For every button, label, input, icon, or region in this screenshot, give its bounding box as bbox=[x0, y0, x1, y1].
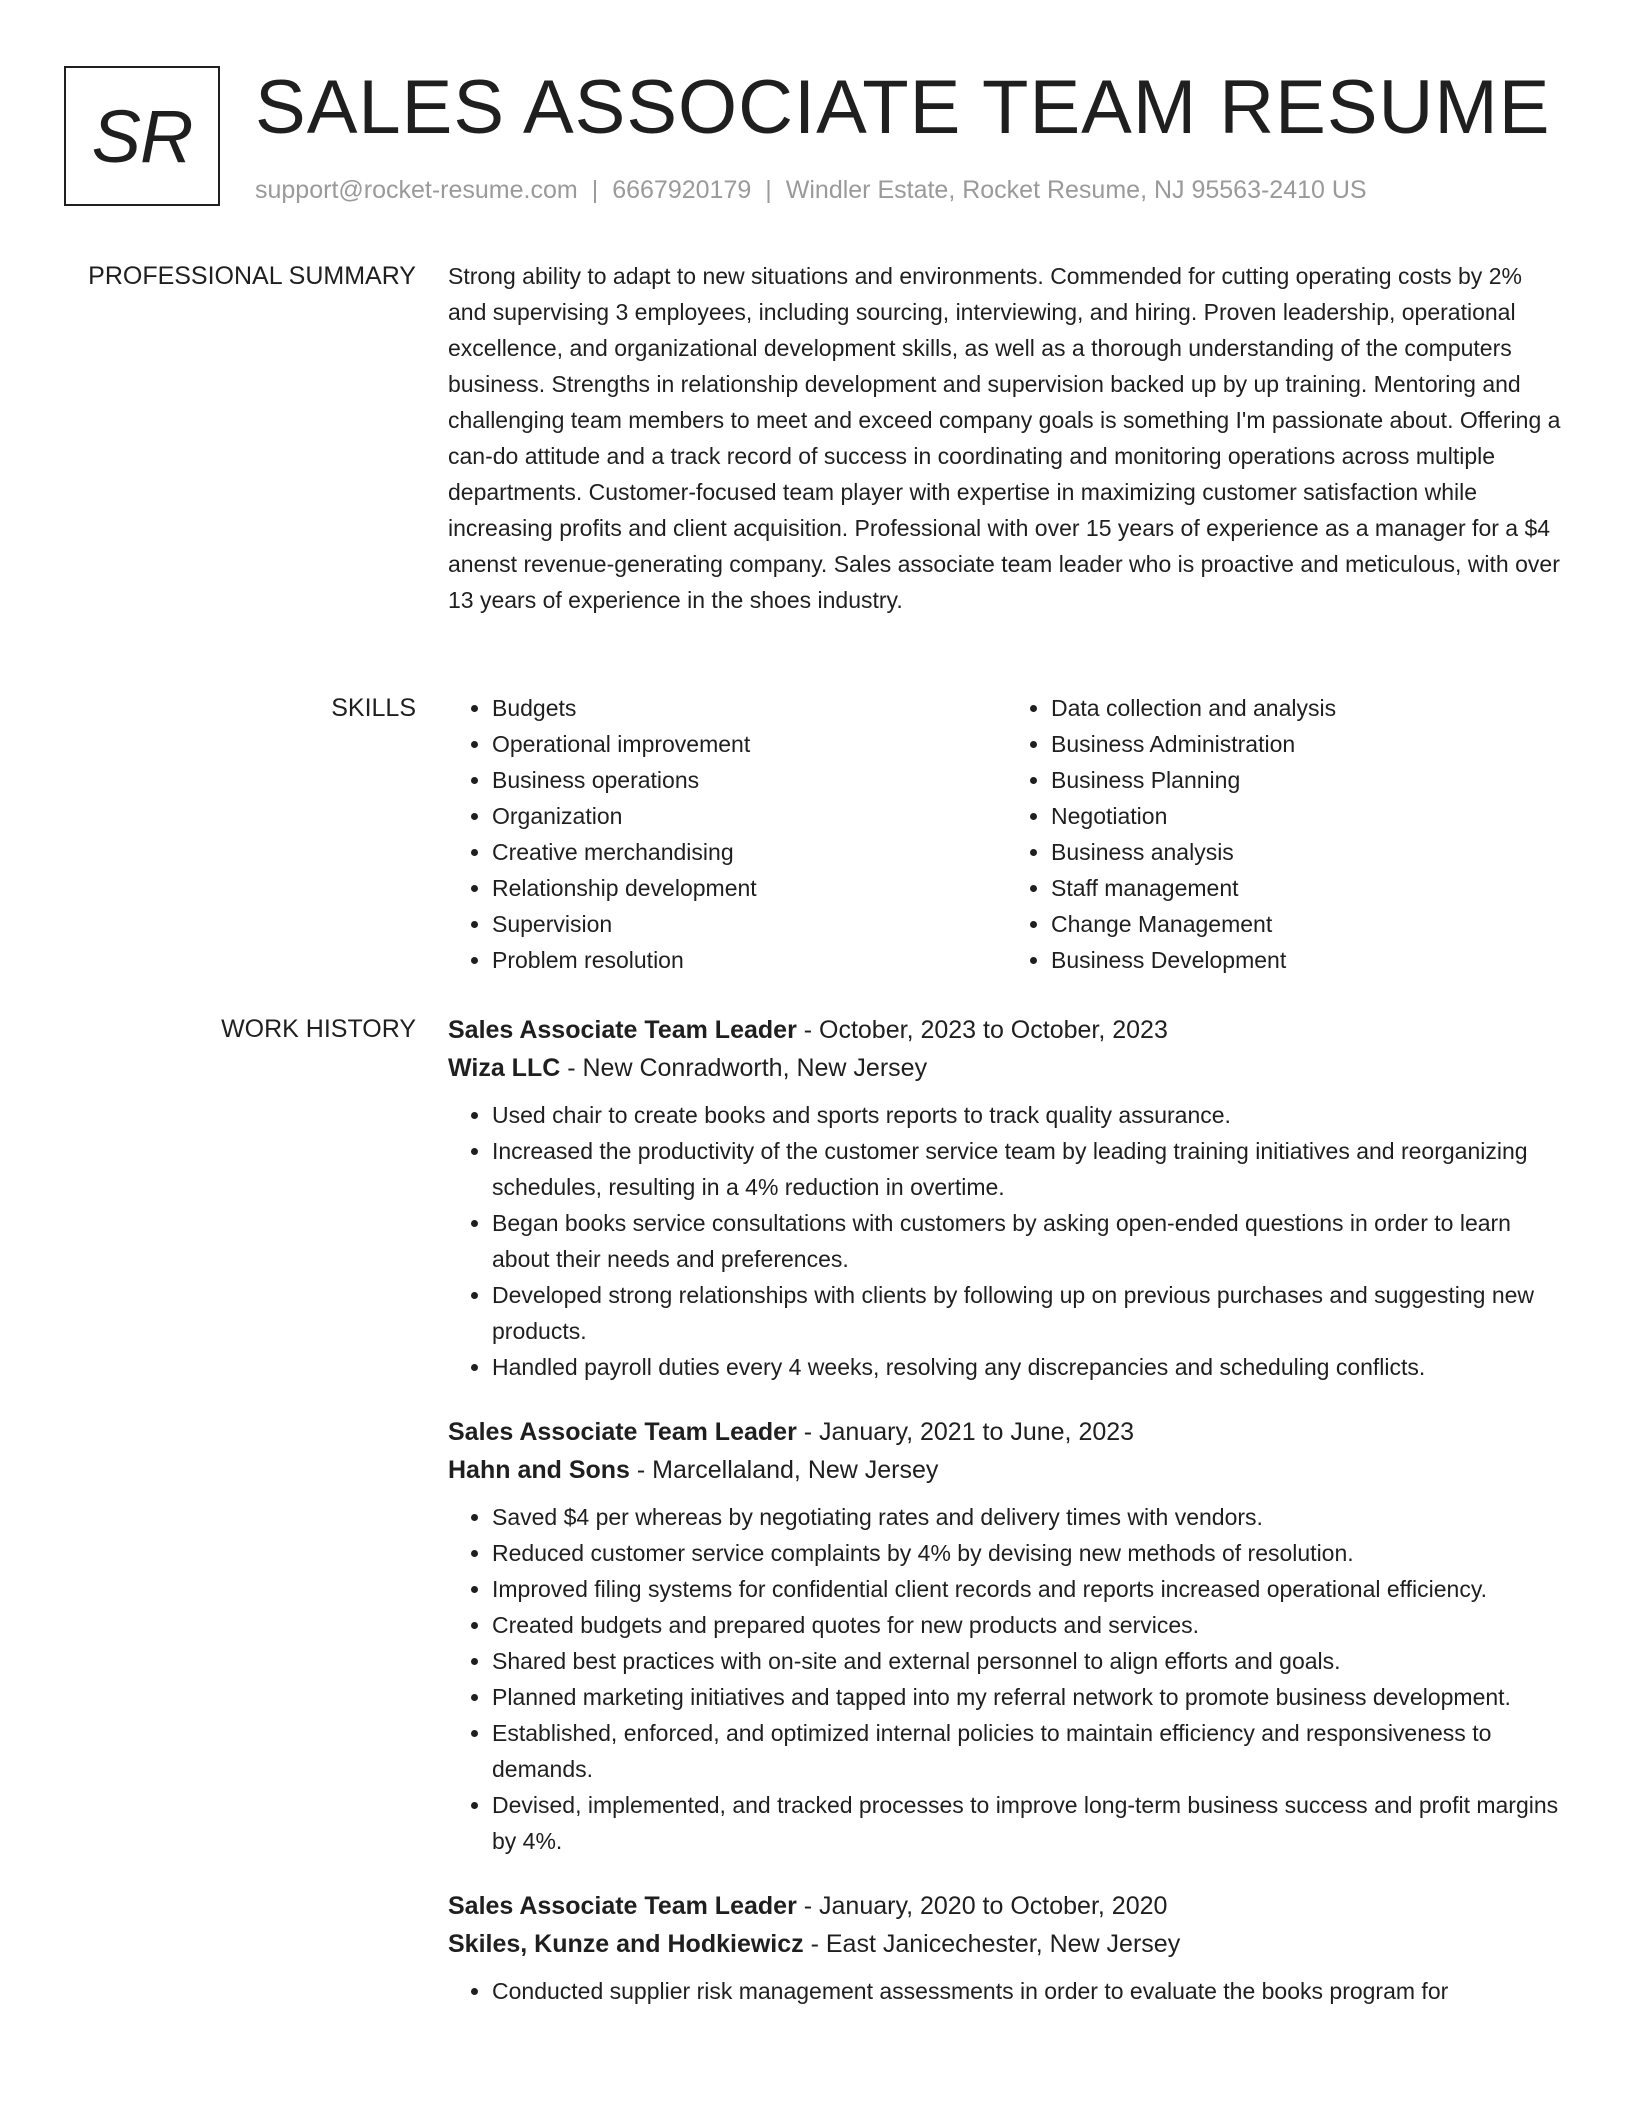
job-title-line bbox=[448, 1887, 1566, 1925]
job-title: Sales Associate Team Leader bbox=[448, 1892, 797, 1920]
job-location: - East Janicechester, New Jersey bbox=[803, 1930, 1181, 1958]
skill-item: • Problem resolution bbox=[492, 942, 1007, 978]
skill-item: • Creative merchandising bbox=[492, 834, 1007, 870]
skills-list-right bbox=[1007, 690, 1566, 978]
skill-item: • Organization bbox=[492, 798, 1007, 834]
monogram-badge: SR bbox=[64, 66, 220, 206]
job-entry bbox=[448, 1011, 1566, 1385]
job-title: Sales Associate Team Leader bbox=[448, 1016, 797, 1044]
job-bullet-list bbox=[448, 1499, 1566, 1859]
job-company-line bbox=[448, 1049, 1566, 1087]
skill-item: • Data collection and analysis bbox=[1051, 690, 1566, 726]
job-title-line bbox=[448, 1413, 1566, 1451]
skill-item: • Business Administration bbox=[1051, 726, 1566, 762]
job-location: - New Conradworth, New Jersey bbox=[560, 1054, 928, 1082]
job-bullet: • Developed strong relationships with clients by following up on previous purchases and suggesting new products. bbox=[492, 1277, 1566, 1349]
job-bullet: • Established, enforced, and optimized internal policies to maintain efficiency and responsiveness to demands. bbox=[492, 1715, 1566, 1787]
job-title-line bbox=[448, 1011, 1566, 1049]
job-company-line bbox=[448, 1925, 1566, 1963]
job-company-line bbox=[448, 1451, 1566, 1489]
job-location: - Marcellaland, New Jersey bbox=[629, 1456, 939, 1484]
resume-header bbox=[64, 66, 1564, 210]
job-bullet: • Conducted supplier risk management assessments in order to evaluate the books program for bbox=[492, 1973, 1566, 2009]
job-bullet: • Began books service consultations with customers by asking open-ended questions in order to learn about their needs and preferences. bbox=[492, 1205, 1566, 1277]
skills-list-left bbox=[448, 690, 1007, 978]
job-bullet: • Reduced customer service complaints by 4% by devising new methods of resolution. bbox=[492, 1535, 1566, 1571]
job-bullet: • Increased the productivity of the customer service team by leading training initiatives and reorganizing schedules, resulting in a 4% reduction in overtime. bbox=[492, 1133, 1566, 1205]
job-entry bbox=[448, 1887, 1566, 2009]
skill-item: • Relationship development bbox=[492, 870, 1007, 906]
job-bullet: • Devised, implemented, and tracked processes to improve long-term business success and profit margins by 4%. bbox=[492, 1787, 1566, 1859]
resume-title: SALES ASSOCIATE TEAM RESUME bbox=[255, 65, 1551, 150]
contact-separator: | bbox=[591, 176, 599, 204]
contact-line bbox=[255, 174, 1367, 206]
job-company: Hahn and Sons bbox=[448, 1456, 630, 1484]
skill-item: • Operational improvement bbox=[492, 726, 1007, 762]
skill-item: • Budgets bbox=[492, 690, 1007, 726]
job-company: Skiles, Kunze and Hodkiewicz bbox=[448, 1930, 804, 1958]
skill-item: • Business Planning bbox=[1051, 762, 1566, 798]
skill-item: • Business Development bbox=[1051, 942, 1566, 978]
job-bullet: • Used chair to create books and sports reports to track quality assurance. bbox=[492, 1097, 1566, 1133]
job-entry bbox=[448, 1413, 1566, 1859]
skill-item: • Change Management bbox=[1051, 906, 1566, 942]
contact-address: Windler Estate, Rocket Resume, NJ 95563-2410 US bbox=[785, 176, 1367, 204]
summary-heading: PROFESSIONAL SUMMARY bbox=[88, 262, 416, 290]
job-dates: - January, 2020 to October, 2020 bbox=[796, 1892, 1168, 1920]
job-dates: - October, 2023 to October, 2023 bbox=[796, 1016, 1168, 1044]
skill-item: • Business analysis bbox=[1051, 834, 1566, 870]
job-bullet: • Planned marketing initiatives and tapped into my referral network to promote business development. bbox=[492, 1679, 1566, 1715]
job-company: Wiza LLC bbox=[448, 1054, 561, 1082]
job-bullet: • Created budgets and prepared quotes for new products and services. bbox=[492, 1607, 1566, 1643]
job-bullet: • Shared best practices with on-site and external personnel to align efforts and goals. bbox=[492, 1643, 1566, 1679]
skills-heading: SKILLS bbox=[331, 694, 416, 722]
skill-item: • Business operations bbox=[492, 762, 1007, 798]
skill-item: • Supervision bbox=[492, 906, 1007, 942]
skills-body bbox=[448, 690, 1566, 978]
skill-item: • Negotiation bbox=[1051, 798, 1566, 834]
skill-item: • Staff management bbox=[1051, 870, 1566, 906]
summary-text: Strong ability to adapt to new situations and environments. Commended for cutting operating costs by 2% and supervising 3 employees, including sourcing, interviewing, and hiring. Proven leadership, operational excellence, and organizational development skills, as well as a thorough understanding of the computers business. Strengths in relationship development and supervision backed up by up training. Mentoring and challenging team members to meet and exceed company goals is something I'm passionate about. Offering a can-do attitude and a track record of success in coordinating and monitoring operations across multiple departments. Customer-focused team player with expertise in maximizing customer satisfaction while increasing profits and client acquisition. Professional with over 15 years of experience as a manager for a $4 anenst revenue-generating company. Sales associate team leader who is proactive and meticulous, with over 13 years of experience in the shoes industry. bbox=[448, 263, 1561, 613]
work-history-heading: WORK HISTORY bbox=[221, 1015, 416, 1043]
summary-body bbox=[448, 258, 1566, 618]
job-title: Sales Associate Team Leader bbox=[448, 1418, 797, 1446]
work-history-body bbox=[448, 1011, 1566, 2037]
job-bullet-list bbox=[448, 1097, 1566, 1385]
contact-phone[interactable]: 6667920179 bbox=[612, 176, 752, 204]
job-dates: - January, 2021 to June, 2023 bbox=[796, 1418, 1135, 1446]
contact-email[interactable]: support@rocket-resume.com bbox=[255, 176, 578, 204]
job-bullet: • Saved $4 per whereas by negotiating rates and delivery times with vendors. bbox=[492, 1499, 1566, 1535]
contact-separator: | bbox=[765, 176, 772, 204]
job-bullet: • Handled payroll duties every 4 weeks, resolving any discrepancies and scheduling conflicts. bbox=[492, 1349, 1566, 1385]
job-bullet-list bbox=[448, 1973, 1566, 2009]
job-bullet: • Improved filing systems for confidential client records and reports increased operational efficiency. bbox=[492, 1571, 1566, 1607]
